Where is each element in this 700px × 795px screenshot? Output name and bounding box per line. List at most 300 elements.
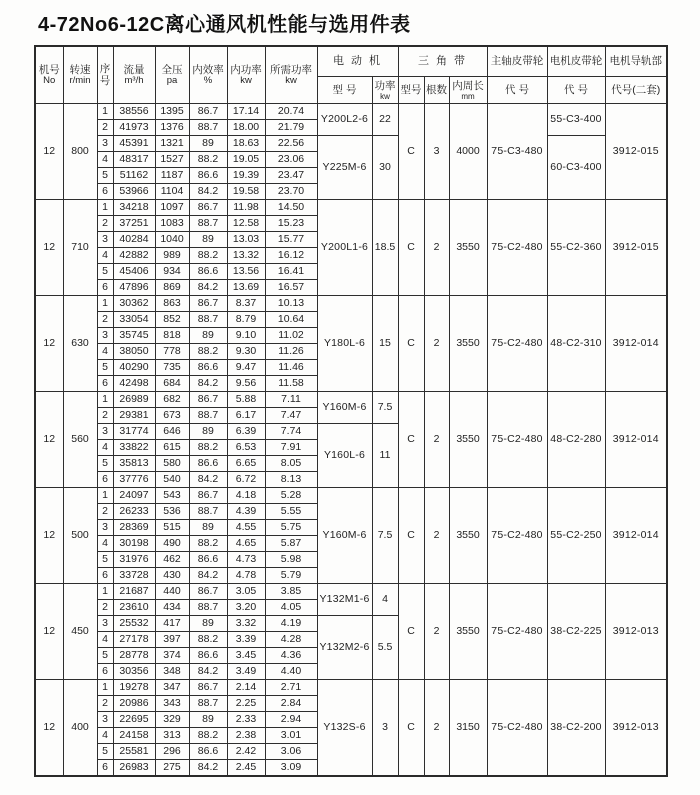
cell-seq: 5 [97, 168, 113, 184]
cell-flow: 24158 [113, 728, 155, 744]
cell-power: 4.55 [227, 520, 265, 536]
cell-pressure: 1097 [155, 200, 189, 216]
cell-flow: 34218 [113, 200, 155, 216]
cell-seq: 4 [97, 152, 113, 168]
cell-seq: 4 [97, 440, 113, 456]
header-spindle-pulley-group: 主轴皮带轮 [487, 46, 547, 77]
table-row [35, 296, 667, 312]
cell-power: 6.53 [227, 440, 265, 456]
cell-flow: 22695 [113, 712, 155, 728]
cell-efficiency: 89 [189, 520, 227, 536]
cell-pressure: 863 [155, 296, 189, 312]
cell-required-power: 23.70 [265, 184, 317, 200]
cell-seq: 6 [97, 568, 113, 584]
cell-pressure: 434 [155, 600, 189, 616]
cell-pressure: 374 [155, 648, 189, 664]
header-seq: 序 号 [97, 46, 113, 104]
cell-belt-length: 3550 [449, 392, 487, 488]
cell-spindle-pulley-code: 75-C3-480 [487, 104, 547, 200]
cell-efficiency: 86.6 [189, 360, 227, 376]
cell-power: 4.18 [227, 488, 265, 504]
cell-seq: 3 [97, 616, 113, 632]
cell-efficiency: 88.7 [189, 408, 227, 424]
cell-belt-model: C [398, 680, 424, 777]
cell-motor-model: Y132M2-6 [317, 616, 372, 680]
cell-efficiency: 88.2 [189, 632, 227, 648]
cell-belt-model: C [398, 296, 424, 392]
cell-motor-power: 7.5 [372, 392, 398, 424]
cell-motor-model: Y132S-6 [317, 680, 372, 777]
table-body [35, 104, 667, 777]
cell-pressure: 673 [155, 408, 189, 424]
cell-motor-pulley-code: 55-C2-360 [547, 200, 605, 296]
cell-efficiency: 84.2 [189, 280, 227, 296]
cell-flow: 31774 [113, 424, 155, 440]
cell-required-power: 5.28 [265, 488, 317, 504]
cell-motor-power: 7.5 [372, 488, 398, 584]
cell-seq: 2 [97, 312, 113, 328]
cell-power: 18.00 [227, 120, 265, 136]
cell-pressure: 646 [155, 424, 189, 440]
cell-seq: 2 [97, 408, 113, 424]
cell-flow: 45391 [113, 136, 155, 152]
cell-pressure: 989 [155, 248, 189, 264]
cell-pressure: 440 [155, 584, 189, 600]
header-motor-power: 功率 kw [372, 77, 398, 104]
cell-flow: 37251 [113, 216, 155, 232]
cell-flow: 33728 [113, 568, 155, 584]
cell-power: 13.56 [227, 264, 265, 280]
cell-efficiency: 86.7 [189, 296, 227, 312]
cell-efficiency: 84.2 [189, 568, 227, 584]
cell-belt-length: 4000 [449, 104, 487, 200]
cell-power: 2.33 [227, 712, 265, 728]
cell-motor-pulley-code: 48-C2-280 [547, 392, 605, 488]
cell-belt-count: 2 [424, 680, 449, 777]
cell-required-power: 4.05 [265, 600, 317, 616]
header-pressure: 全压 pa [155, 46, 189, 104]
table-row [35, 104, 667, 120]
cell-belt-length: 3550 [449, 200, 487, 296]
cell-power: 12.58 [227, 216, 265, 232]
cell-power: 3.49 [227, 664, 265, 680]
cell-efficiency: 86.7 [189, 584, 227, 600]
cell-pressure: 540 [155, 472, 189, 488]
cell-seq: 6 [97, 664, 113, 680]
cell-efficiency: 88.2 [189, 344, 227, 360]
cell-efficiency: 88.7 [189, 600, 227, 616]
cell-required-power: 8.13 [265, 472, 317, 488]
cell-power: 4.73 [227, 552, 265, 568]
cell-pressure: 296 [155, 744, 189, 760]
cell-rail-code: 3912-013 [605, 584, 667, 680]
cell-required-power: 8.05 [265, 456, 317, 472]
header-belt-model: 型号 [398, 77, 424, 104]
cell-belt-length: 3550 [449, 296, 487, 392]
cell-spindle-pulley-code: 75-C2-480 [487, 200, 547, 296]
cell-belt-length: 3550 [449, 584, 487, 680]
cell-rail-code: 3912-015 [605, 104, 667, 200]
cell-power: 4.39 [227, 504, 265, 520]
cell-belt-count: 2 [424, 584, 449, 680]
cell-seq: 3 [97, 136, 113, 152]
cell-power: 9.10 [227, 328, 265, 344]
cell-pressure: 329 [155, 712, 189, 728]
cell-pressure: 735 [155, 360, 189, 376]
cell-belt-count: 2 [424, 488, 449, 584]
cell-flow: 41973 [113, 120, 155, 136]
cell-required-power: 3.01 [265, 728, 317, 744]
cell-flow: 20986 [113, 696, 155, 712]
cell-seq: 4 [97, 536, 113, 552]
cell-seq: 6 [97, 280, 113, 296]
cell-required-power: 3.06 [265, 744, 317, 760]
cell-flow: 33822 [113, 440, 155, 456]
cell-seq: 6 [97, 760, 113, 777]
header-spindle-pulley-code: 代 号 [487, 77, 547, 104]
cell-efficiency: 86.6 [189, 168, 227, 184]
cell-required-power: 5.55 [265, 504, 317, 520]
cell-seq: 4 [97, 728, 113, 744]
cell-required-power: 5.98 [265, 552, 317, 568]
cell-motor-power: 4 [372, 584, 398, 616]
cell-pressure: 430 [155, 568, 189, 584]
cell-pressure: 1187 [155, 168, 189, 184]
cell-required-power: 11.02 [265, 328, 317, 344]
cell-power: 3.32 [227, 616, 265, 632]
cell-flow: 30356 [113, 664, 155, 680]
cell-belt-count: 2 [424, 296, 449, 392]
cell-pressure: 934 [155, 264, 189, 280]
table-row [35, 200, 667, 216]
cell-efficiency: 89 [189, 424, 227, 440]
cell-speed: 400 [63, 680, 97, 777]
cell-pressure: 347 [155, 680, 189, 696]
cell-seq: 3 [97, 424, 113, 440]
cell-pressure: 1395 [155, 104, 189, 120]
cell-seq: 3 [97, 520, 113, 536]
cell-fan-no: 12 [35, 296, 63, 392]
cell-rail-code: 3912-015 [605, 200, 667, 296]
cell-spindle-pulley-code: 75-C2-480 [487, 392, 547, 488]
header-required-power: 所需功率 kw [265, 46, 317, 104]
header-motor-pulley-group: 电机皮带轮 [547, 46, 605, 77]
cell-flow: 35745 [113, 328, 155, 344]
cell-efficiency: 86.7 [189, 488, 227, 504]
cell-flow: 28778 [113, 648, 155, 664]
header-flow: 流量 m³/h [113, 46, 155, 104]
cell-required-power: 14.50 [265, 200, 317, 216]
cell-seq: 1 [97, 104, 113, 120]
header-belt-length: 内周长 mm [449, 77, 487, 104]
cell-required-power: 4.40 [265, 664, 317, 680]
cell-required-power: 2.71 [265, 680, 317, 696]
table-row [35, 136, 667, 152]
cell-flow: 42882 [113, 248, 155, 264]
cell-required-power: 10.64 [265, 312, 317, 328]
cell-seq: 4 [97, 248, 113, 264]
cell-efficiency: 89 [189, 328, 227, 344]
cell-belt-model: C [398, 200, 424, 296]
cell-seq: 3 [97, 712, 113, 728]
header-rail-group: 电机导轨部 [605, 46, 667, 77]
cell-power: 19.58 [227, 184, 265, 200]
header-power: 内功率 kw [227, 46, 265, 104]
cell-seq: 6 [97, 376, 113, 392]
cell-efficiency: 88.7 [189, 696, 227, 712]
cell-seq: 1 [97, 392, 113, 408]
cell-flow: 33054 [113, 312, 155, 328]
cell-required-power: 15.23 [265, 216, 317, 232]
cell-required-power: 4.19 [265, 616, 317, 632]
cell-seq: 5 [97, 360, 113, 376]
cell-motor-model: Y160M-6 [317, 488, 372, 584]
cell-efficiency: 86.7 [189, 680, 227, 696]
cell-seq: 5 [97, 456, 113, 472]
cell-motor-pulley-code: 38-C2-200 [547, 680, 605, 777]
cell-efficiency: 89 [189, 712, 227, 728]
cell-required-power: 16.57 [265, 280, 317, 296]
cell-pressure: 543 [155, 488, 189, 504]
cell-speed: 630 [63, 296, 97, 392]
cell-motor-power: 22 [372, 104, 398, 136]
cell-seq: 5 [97, 552, 113, 568]
cell-efficiency: 86.6 [189, 552, 227, 568]
cell-flow: 28369 [113, 520, 155, 536]
cell-efficiency: 88.2 [189, 536, 227, 552]
cell-fan-no: 12 [35, 584, 63, 680]
cell-rail-code: 3912-014 [605, 296, 667, 392]
cell-spindle-pulley-code: 75-C2-480 [487, 488, 547, 584]
cell-flow: 42498 [113, 376, 155, 392]
cell-pressure: 348 [155, 664, 189, 680]
cell-flow: 51162 [113, 168, 155, 184]
header-belt-group: 三 角 带 [398, 46, 487, 77]
cell-required-power: 5.87 [265, 536, 317, 552]
cell-belt-length: 3550 [449, 488, 487, 584]
cell-required-power: 4.28 [265, 632, 317, 648]
cell-belt-model: C [398, 104, 424, 200]
cell-efficiency: 88.2 [189, 152, 227, 168]
cell-seq: 1 [97, 488, 113, 504]
cell-required-power: 7.91 [265, 440, 317, 456]
page-title: 4-72No6-12C离心通风机性能与选用件表 [38, 14, 411, 36]
cell-seq: 3 [97, 328, 113, 344]
cell-belt-count: 2 [424, 392, 449, 488]
cell-efficiency: 86.7 [189, 104, 227, 120]
cell-motor-power: 3 [372, 680, 398, 777]
cell-power: 2.45 [227, 760, 265, 777]
cell-pressure: 1104 [155, 184, 189, 200]
cell-pressure: 490 [155, 536, 189, 552]
cell-pressure: 536 [155, 504, 189, 520]
cell-flow: 30198 [113, 536, 155, 552]
cell-seq: 4 [97, 344, 113, 360]
cell-efficiency: 89 [189, 232, 227, 248]
cell-required-power: 3.85 [265, 584, 317, 600]
cell-power: 4.65 [227, 536, 265, 552]
cell-required-power: 23.06 [265, 152, 317, 168]
cell-required-power: 7.74 [265, 424, 317, 440]
cell-efficiency: 88.7 [189, 504, 227, 520]
cell-rail-code: 3912-014 [605, 488, 667, 584]
cell-efficiency: 88.7 [189, 312, 227, 328]
cell-seq: 3 [97, 232, 113, 248]
cell-motor-pulley-code: 48-C2-310 [547, 296, 605, 392]
cell-power: 2.25 [227, 696, 265, 712]
cell-motor-model: Y225M-6 [317, 136, 372, 200]
cell-required-power: 11.46 [265, 360, 317, 376]
cell-motor-power: 30 [372, 136, 398, 200]
cell-efficiency: 88.7 [189, 120, 227, 136]
cell-speed: 800 [63, 104, 97, 200]
cell-power: 8.37 [227, 296, 265, 312]
table-row [35, 680, 667, 696]
cell-required-power: 7.47 [265, 408, 317, 424]
cell-spindle-pulley-code: 75-C2-480 [487, 296, 547, 392]
cell-efficiency: 84.2 [189, 760, 227, 777]
cell-pressure: 1040 [155, 232, 189, 248]
cell-flow: 45406 [113, 264, 155, 280]
header-motor-model: 型 号 [317, 77, 372, 104]
cell-seq: 2 [97, 600, 113, 616]
cell-pressure: 1083 [155, 216, 189, 232]
cell-power: 13.32 [227, 248, 265, 264]
cell-flow: 38050 [113, 344, 155, 360]
cell-flow: 25532 [113, 616, 155, 632]
cell-efficiency: 86.6 [189, 744, 227, 760]
cell-power: 3.20 [227, 600, 265, 616]
cell-required-power: 16.12 [265, 248, 317, 264]
header-fan-no: 机号 No [35, 46, 63, 104]
cell-required-power: 11.26 [265, 344, 317, 360]
table-row [35, 488, 667, 504]
cell-pressure: 615 [155, 440, 189, 456]
cell-pressure: 313 [155, 728, 189, 744]
cell-rail-code: 3912-013 [605, 680, 667, 777]
header-efficiency: 内效率 % [189, 46, 227, 104]
cell-power: 2.42 [227, 744, 265, 760]
cell-flow: 31976 [113, 552, 155, 568]
cell-pressure: 397 [155, 632, 189, 648]
cell-flow: 19278 [113, 680, 155, 696]
cell-flow: 40290 [113, 360, 155, 376]
cell-motor-pulley-code: 38-C2-225 [547, 584, 605, 680]
cell-power: 6.39 [227, 424, 265, 440]
cell-pressure: 1321 [155, 136, 189, 152]
cell-pressure: 869 [155, 280, 189, 296]
cell-pressure: 580 [155, 456, 189, 472]
cell-power: 19.39 [227, 168, 265, 184]
cell-efficiency: 88.2 [189, 440, 227, 456]
cell-motor-pulley-code: 55-C3-400 [547, 104, 605, 136]
cell-pressure: 682 [155, 392, 189, 408]
cell-required-power: 15.77 [265, 232, 317, 248]
cell-motor-pulley-code: 60-C3-400 [547, 136, 605, 200]
cell-required-power: 20.74 [265, 104, 317, 120]
cell-flow: 24097 [113, 488, 155, 504]
cell-efficiency: 88.2 [189, 248, 227, 264]
cell-speed: 500 [63, 488, 97, 584]
cell-pressure: 1376 [155, 120, 189, 136]
cell-fan-no: 12 [35, 680, 63, 777]
cell-efficiency: 84.2 [189, 664, 227, 680]
cell-power: 3.45 [227, 648, 265, 664]
cell-power: 11.98 [227, 200, 265, 216]
cell-spindle-pulley-code: 75-C2-480 [487, 680, 547, 777]
cell-pressure: 343 [155, 696, 189, 712]
cell-required-power: 10.13 [265, 296, 317, 312]
table-row [35, 584, 667, 600]
cell-power: 2.14 [227, 680, 265, 696]
cell-efficiency: 88.2 [189, 728, 227, 744]
cell-power: 3.05 [227, 584, 265, 600]
cell-efficiency: 84.2 [189, 472, 227, 488]
cell-motor-power: 11 [372, 424, 398, 488]
cell-flow: 48317 [113, 152, 155, 168]
cell-required-power: 11.58 [265, 376, 317, 392]
cell-flow: 21687 [113, 584, 155, 600]
cell-flow: 26989 [113, 392, 155, 408]
cell-motor-model: Y180L-6 [317, 296, 372, 392]
cell-power: 5.88 [227, 392, 265, 408]
cell-fan-no: 12 [35, 200, 63, 296]
cell-required-power: 16.41 [265, 264, 317, 280]
cell-power: 9.56 [227, 376, 265, 392]
cell-motor-model: Y160L-6 [317, 424, 372, 488]
cell-efficiency: 86.6 [189, 456, 227, 472]
cell-required-power: 4.36 [265, 648, 317, 664]
header-speed: 转速 r/min [63, 46, 97, 104]
cell-pressure: 778 [155, 344, 189, 360]
header-motor-group: 电 动 机 [317, 46, 398, 77]
cell-pressure: 1527 [155, 152, 189, 168]
cell-seq: 1 [97, 584, 113, 600]
cell-motor-pulley-code: 55-C2-250 [547, 488, 605, 584]
cell-required-power: 22.56 [265, 136, 317, 152]
cell-power: 8.79 [227, 312, 265, 328]
header-belt-count: 根数 [424, 77, 449, 104]
cell-seq: 2 [97, 504, 113, 520]
performance-table [34, 45, 668, 777]
cell-required-power: 5.75 [265, 520, 317, 536]
cell-flow: 47896 [113, 280, 155, 296]
cell-power: 6.17 [227, 408, 265, 424]
cell-seq: 4 [97, 632, 113, 648]
cell-required-power: 23.47 [265, 168, 317, 184]
cell-motor-power: 5.5 [372, 616, 398, 680]
cell-speed: 560 [63, 392, 97, 488]
cell-belt-model: C [398, 584, 424, 680]
cell-power: 9.47 [227, 360, 265, 376]
cell-power: 13.69 [227, 280, 265, 296]
cell-fan-no: 12 [35, 104, 63, 200]
cell-flow: 35813 [113, 456, 155, 472]
cell-required-power: 3.09 [265, 760, 317, 777]
cell-pressure: 818 [155, 328, 189, 344]
cell-power: 9.30 [227, 344, 265, 360]
cell-power: 6.65 [227, 456, 265, 472]
cell-flow: 26233 [113, 504, 155, 520]
table-row [35, 392, 667, 408]
cell-seq: 1 [97, 296, 113, 312]
cell-pressure: 852 [155, 312, 189, 328]
cell-seq: 5 [97, 744, 113, 760]
cell-flow: 29381 [113, 408, 155, 424]
cell-flow: 40284 [113, 232, 155, 248]
cell-motor-model: Y200L1-6 [317, 200, 372, 296]
cell-spindle-pulley-code: 75-C2-480 [487, 584, 547, 680]
